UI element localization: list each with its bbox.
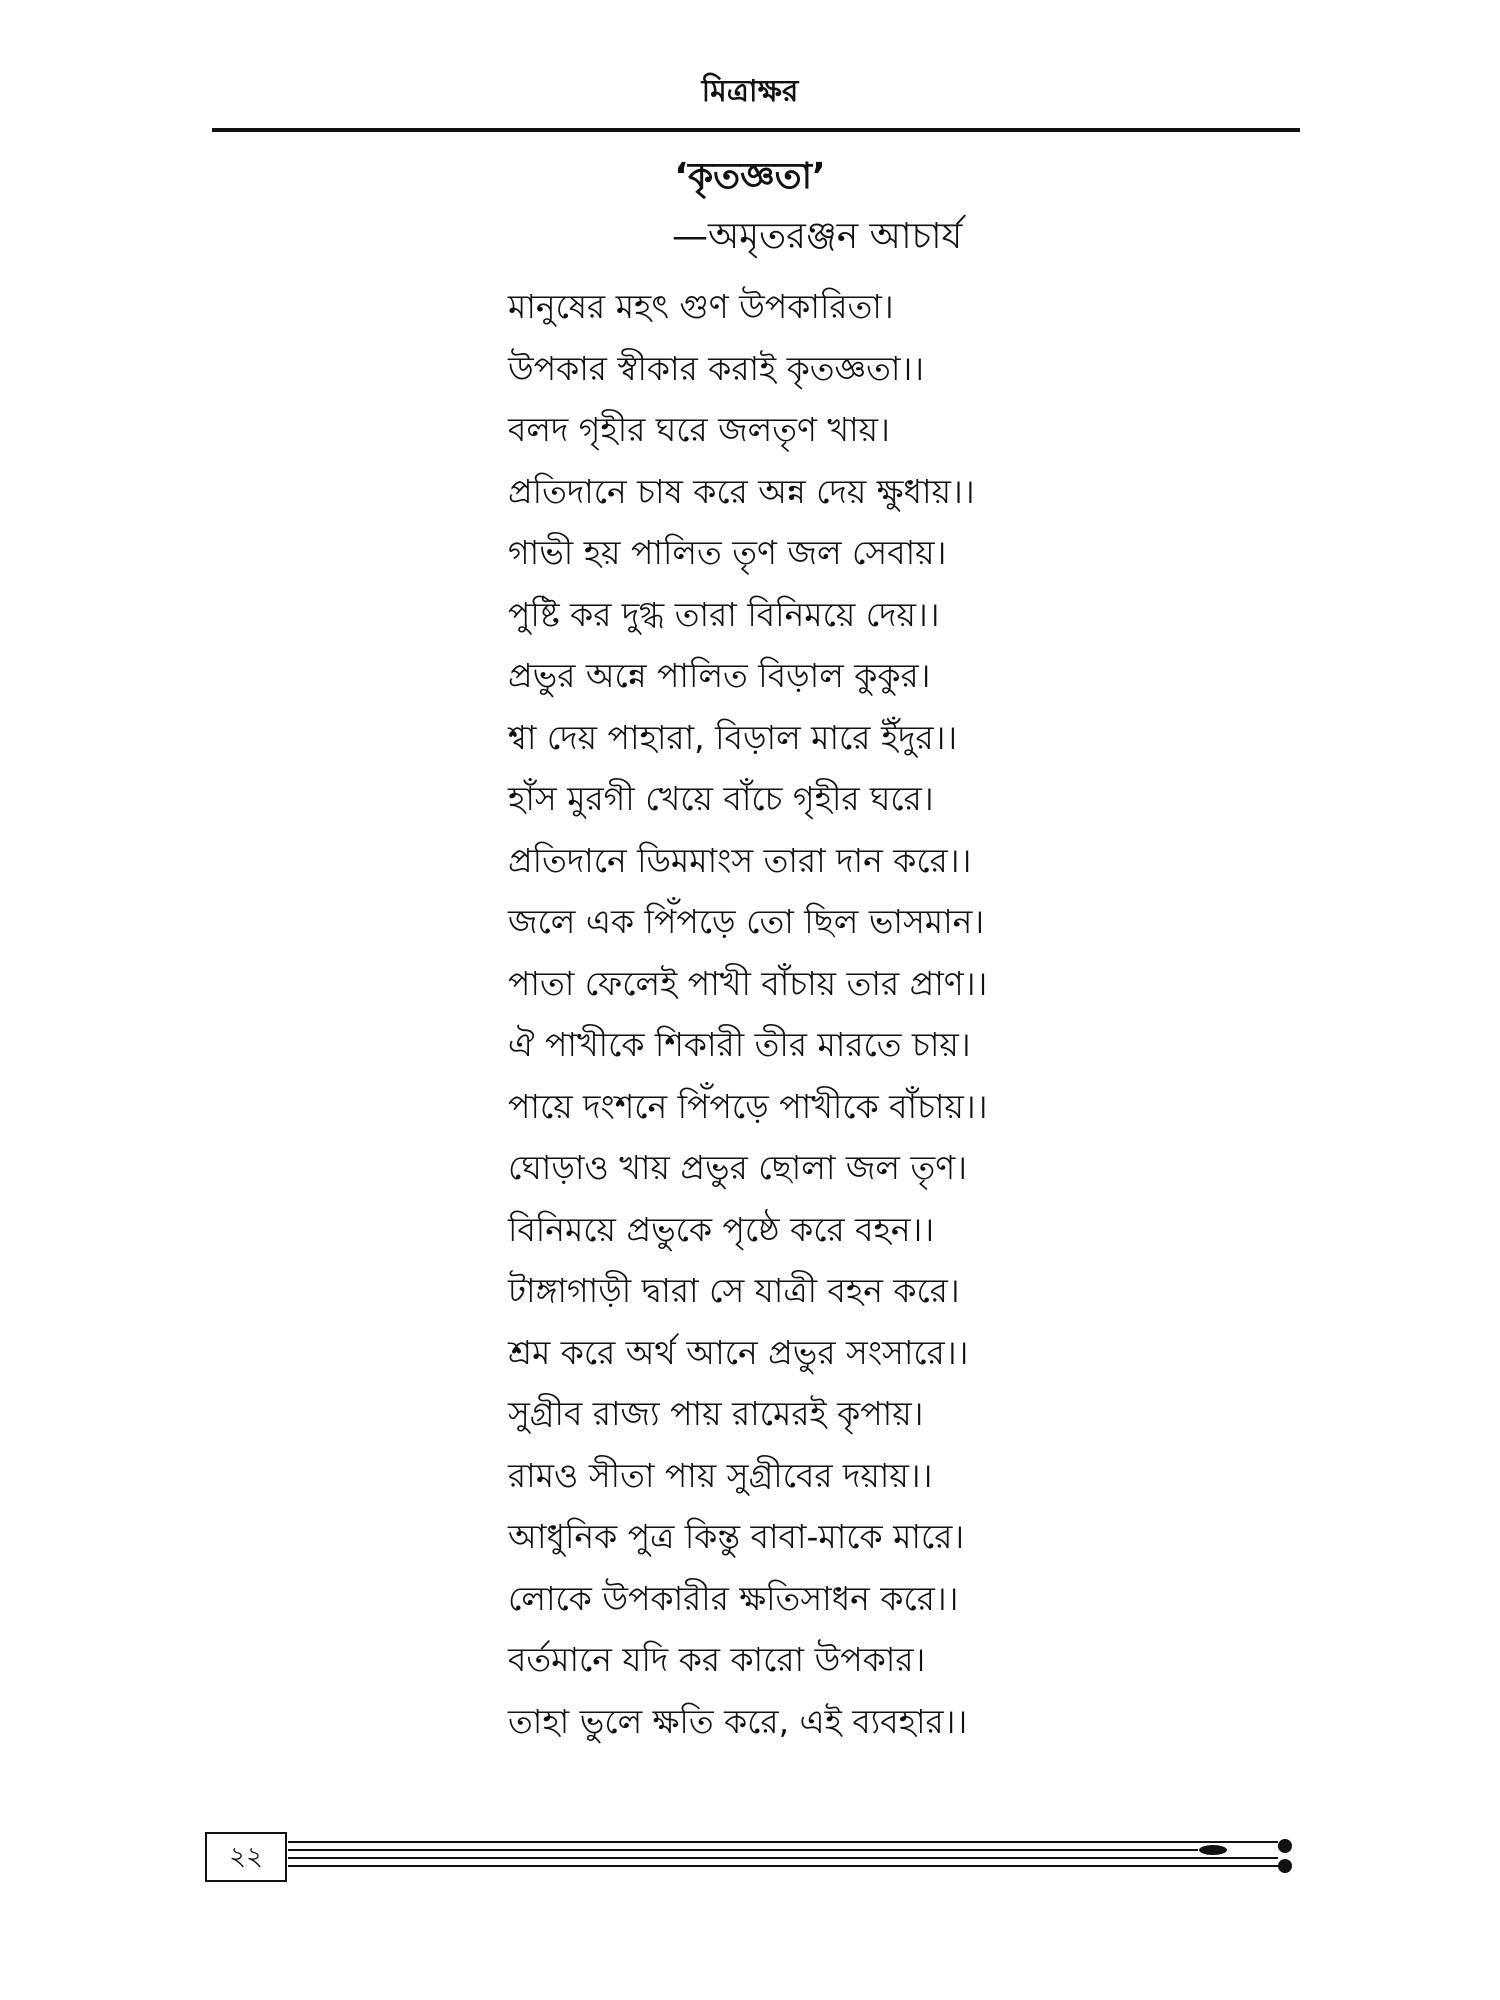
poem-line: মানুষের মহৎ গুণ উপকারিতা। xyxy=(508,287,894,326)
poem-line: বর্তমানে যদি কর কারো উপকার। xyxy=(508,1640,926,1679)
poem-line: জলে এক পিঁপড়ে তো ছিল ভাসমান। xyxy=(508,902,985,941)
poem-line: লোকে উপকারীর ক্ষতিসাধন করে।। xyxy=(508,1578,959,1618)
poem-line: টাঙ্গাগাড়ী দ্বারা সে যাত্রী বহন করে। xyxy=(508,1271,960,1310)
poem-line: ঘোড়াও খায় প্রভুর ছোলা জল তৃণ। xyxy=(508,1148,968,1187)
poem-line: প্রভুর অন্নে পালিত বিড়াল কুকুর। xyxy=(508,656,931,695)
poem-line: প্রতিদানে ডিমমাংস তারা দান করে।। xyxy=(508,840,972,880)
poem-line: প্রতিদানে চাষ করে অন্ন দেয় ক্ষুধায়।। xyxy=(508,471,975,511)
poem-line: রামও সীতা পায় সুগ্রীবের দয়ায়।। xyxy=(508,1455,933,1495)
poem-line: গাভী হয় পালিত তৃণ জল সেবায়। xyxy=(508,533,947,572)
poem-line: শ্বা দেয় পাহারা, বিড়াল মারে ইঁদুর।। xyxy=(508,717,958,757)
poem-line: পাতা ফেলেই পাখী বাঁচায় তার প্রাণ।। xyxy=(508,963,988,1003)
poem-line: ঐ পাখীকে শিকারী তীর মারতে চায়। xyxy=(508,1025,971,1064)
poem-title: ‘কৃতজ্ঞতা’ xyxy=(674,156,826,197)
poem-author: —অমৃতরঞ্জন আচার্য xyxy=(672,216,963,257)
poem-line: বিনিময়ে প্রভুকে পৃষ্ঠে করে বহন।। xyxy=(508,1209,935,1249)
page-number: ২২ xyxy=(205,1832,287,1882)
poem-line: সুগ্রীব রাজ্য পায় রামেরই কৃপায়। xyxy=(508,1394,924,1433)
poem-line: বলদ গৃহীর ঘরে জলতৃণ খায়। xyxy=(508,410,890,449)
poem-line: তাহা ভুলে ক্ষতি করে, এই ব্যবহার।। xyxy=(508,1701,968,1741)
footer-ornament-rule xyxy=(288,1838,1300,1878)
poem-line: উপকার স্বীকার করাই কৃতজ্ঞতা।। xyxy=(508,348,925,388)
poem-line: আধুনিক পুত্র কিন্তু বাবা-মাকে মারে। xyxy=(508,1517,965,1556)
poem-line: শ্রম করে অর্থ আনে প্রভুর সংসারে।। xyxy=(508,1332,969,1372)
book-title: মিত্রাক্ষর xyxy=(701,74,799,109)
poem-line: পায়ে দংশনে পিঁপড়ে পাখীকে বাঁচায়।। xyxy=(508,1086,988,1126)
header-rule xyxy=(212,128,1300,132)
poem-line: হাঁস মুরগী খেয়ে বাঁচে গৃহীর ঘরে। xyxy=(508,779,934,818)
poem-body xyxy=(508,276,1268,1752)
poem-line: পুষ্টি কর দুগ্ধ তারা বিনিময়ে দেয়।। xyxy=(508,594,940,634)
